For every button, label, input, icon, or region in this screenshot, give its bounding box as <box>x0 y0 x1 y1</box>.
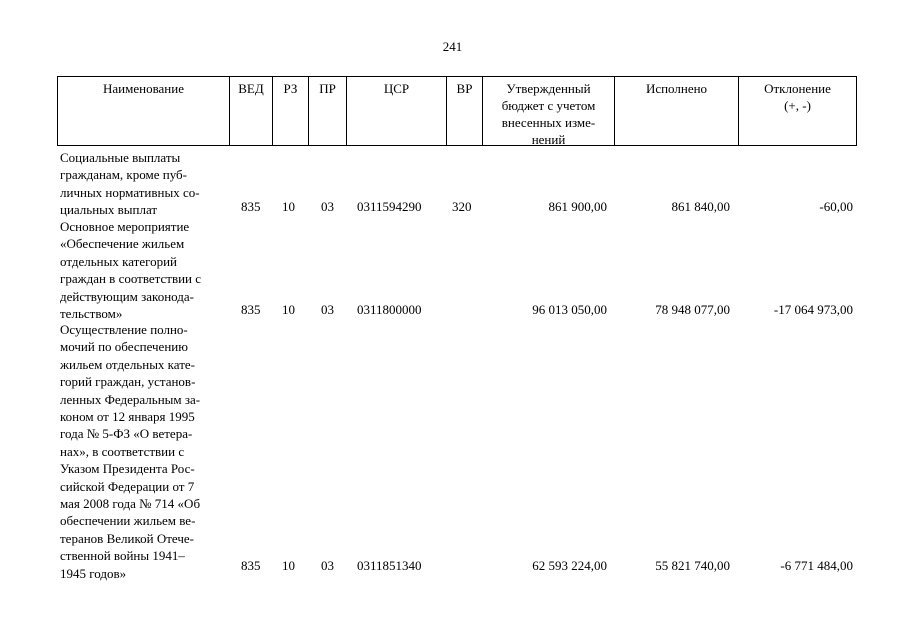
row-pr: 03 <box>321 302 334 317</box>
header-executed: Исполнено <box>615 77 739 145</box>
row-name: Осуществление полно- мочий по обеспечению жильем отдельных кате- горий граждан, установ- ленных Федеральным за- коном от 12 января 1995 года № 5-ФЗ «О ветера- нах», в соответствии с Указом Президента Рос- сийской Федерации от 7 мая 2008 года № 714 «Об обеспечении жильем ве- теранов Великой Отече- ственной войны 1941– 1945 годов» <box>60 322 201 581</box>
row-executed: 861 840,00 <box>671 199 730 214</box>
row-rz: 10 <box>282 199 295 214</box>
row-deviation: -17 064 973,00 <box>773 302 853 317</box>
row-ved: 835 <box>241 199 261 214</box>
row-csr: 0311851340 <box>357 558 422 573</box>
row-deviation: -6 771 484,00 <box>780 558 853 573</box>
row-pr: 03 <box>321 558 334 573</box>
row-vr: 320 <box>452 199 472 214</box>
row-executed: 55 821 740,00 <box>655 558 730 573</box>
row-budget: 861 900,00 <box>548 199 607 214</box>
header-budget: Утвержденный бюджет с учетом внесенных изме- нений <box>483 77 615 145</box>
row-rz: 10 <box>282 558 295 573</box>
row-ved: 835 <box>241 302 261 317</box>
table-header <box>57 76 857 146</box>
header-vr: ВР <box>447 77 483 145</box>
row-name: Основное мероприятие «Обеспечение жильем отдельных категорий граждан в соответствии с действующим законода- тельством» <box>60 219 202 322</box>
row-budget: 62 593 224,00 <box>532 558 607 573</box>
header-deviation: Отклонение (+, -) <box>764 81 831 113</box>
row-rz: 10 <box>282 302 295 317</box>
row-executed: 78 948 077,00 <box>655 302 730 317</box>
header-ved: ВЕД <box>230 77 273 145</box>
row-csr: 0311800000 <box>357 302 422 317</box>
row-deviation: -60,00 <box>819 199 853 214</box>
page-number: 241 <box>442 39 463 54</box>
header-name: Наименование <box>58 77 230 145</box>
row-name: Социальные выплаты гражданам, кроме пуб- личных нормативных со- циальных выплат <box>60 150 200 218</box>
row-csr: 0311594290 <box>357 199 422 214</box>
header-csr: ЦСР <box>347 77 447 145</box>
row-ved: 835 <box>241 558 261 573</box>
header-pr: ПР <box>309 77 347 145</box>
header-rz: РЗ <box>273 77 309 145</box>
row-budget: 96 013 050,00 <box>532 302 607 317</box>
row-pr: 03 <box>321 199 334 214</box>
